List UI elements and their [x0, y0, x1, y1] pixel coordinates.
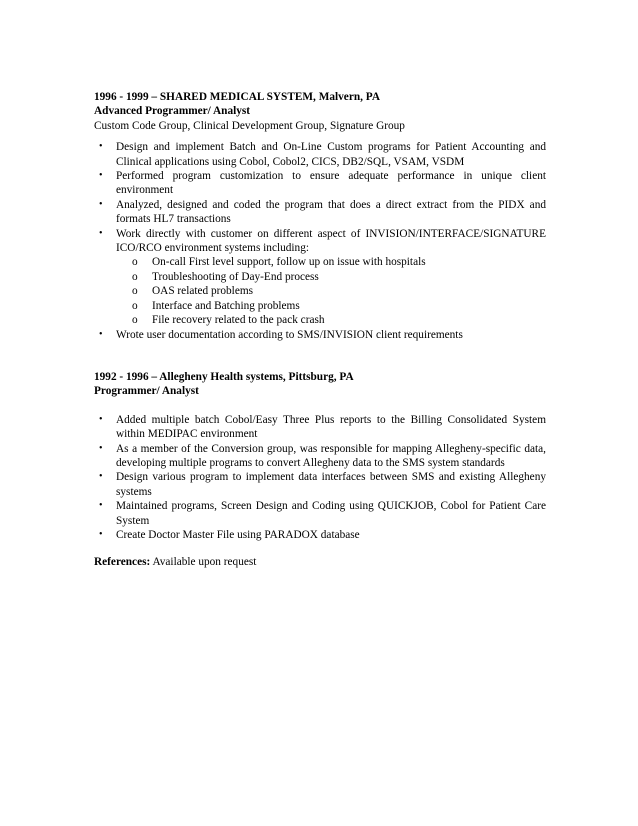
- job-role-allegheny: Programmer/ Analyst: [94, 385, 199, 398]
- sub-bullet-text: File recovery related to the pack crash: [152, 314, 325, 327]
- circle-bullet-icon: o: [132, 256, 138, 269]
- sub-list-item: [116, 313, 546, 327]
- spacer: [94, 542, 546, 555]
- bullet-icon: •: [99, 141, 103, 153]
- job-role-sms: Advanced Programmer/ Analyst: [94, 105, 251, 118]
- sub-bullet-list: [116, 255, 546, 327]
- bullet-icon: •: [99, 328, 103, 340]
- job-groups-sms: Custom Code Group, Clinical Development Group, Signature Group: [94, 119, 405, 132]
- list-item: [94, 227, 546, 328]
- sub-list-item: [116, 299, 546, 313]
- resume-page: [94, 90, 546, 570]
- sub-bullet-text: OAS related problems: [152, 285, 254, 298]
- list-item: [94, 198, 546, 227]
- bullet-text: As a member of the Conversion group, was responsible for mapping Allegheny-specific data, developing multiple programs to convert Allegheny data to the SMS system standards: [116, 442, 546, 469]
- bullet-icon: •: [99, 413, 103, 425]
- sub-list-item: [116, 284, 546, 298]
- list-item: [94, 528, 546, 542]
- job-title-allegheny: 1992 - 1996 – Allegheny Health systems, Pittsburg, PA: [94, 370, 354, 383]
- bullet-text: Performed program customization to ensure adequate performance in unique client environment: [116, 170, 546, 197]
- list-item: [94, 140, 546, 169]
- spacer: [94, 133, 546, 140]
- bullet-text: Wrote user documentation according to SMS/INVISION client requirements: [116, 328, 463, 341]
- job-title-sms: 1996 - 1999 – SHARED MEDICAL SYSTEM, Malvern, PA: [94, 91, 380, 103]
- bullet-icon: •: [99, 227, 103, 239]
- bullet-text: Design and implement Batch and On-Line Custom programs for Patient Accounting and Clinical applications using Cobol, Cobol2, CICS, DB2/SQL, VSAM, VSDM: [116, 141, 546, 168]
- bullet-text: Analyzed, designed and coded the program that does a direct extract from the PIDX and formats HL7 transactions: [116, 198, 546, 226]
- bullet-icon: •: [99, 198, 103, 210]
- bullet-icon: •: [99, 471, 103, 483]
- list-item: [94, 499, 546, 528]
- sub-list-item: [116, 255, 546, 269]
- bullet-text: Create Doctor Master File using PARADOX database: [116, 528, 360, 541]
- bullet-list-sms: [94, 140, 546, 342]
- bullet-icon: •: [99, 170, 103, 182]
- references-line: [94, 555, 546, 569]
- section-allegheny: [94, 370, 546, 542]
- circle-bullet-icon: o: [132, 299, 138, 312]
- list-item: [94, 442, 546, 471]
- bullet-icon: •: [99, 500, 103, 512]
- bullet-list-allegheny: [94, 413, 546, 543]
- sub-bullet-text: Interface and Batching problems: [152, 299, 300, 312]
- circle-bullet-icon: o: [132, 270, 138, 283]
- circle-bullet-icon: o: [132, 285, 138, 298]
- bullet-icon: •: [99, 528, 103, 540]
- bullet-text: Design various program to implement data interfaces between SMS and existing Allegheny systems: [116, 471, 546, 498]
- spacer: [94, 399, 546, 413]
- spacer: [94, 342, 546, 370]
- sub-bullet-text: On-call First level support, follow up on issue with hospitals: [152, 256, 426, 269]
- bullet-text: Added multiple batch Cobol/Easy Three Plus reports to the Billing Consolidated System within MEDIPAC environment: [116, 413, 546, 441]
- references-label: References:: [94, 556, 151, 569]
- sub-list-item: [116, 270, 546, 284]
- list-item: [94, 328, 546, 342]
- circle-bullet-icon: o: [132, 314, 138, 327]
- references-text: Available upon request: [150, 556, 257, 569]
- bullet-text: Maintained programs, Screen Design and Coding using QUICKJOB, Cobol for Patient Care System: [116, 500, 546, 527]
- section-sms: [94, 90, 546, 342]
- list-item: [94, 413, 546, 442]
- sub-bullet-text: Troubleshooting of Day-End process: [152, 270, 319, 283]
- list-item: [94, 169, 546, 198]
- bullet-text: Work directly with customer on different aspect of INVISION/INTERFACE/SIGNATURE ICO/RCO environment systems including:: [116, 227, 546, 255]
- bullet-icon: •: [99, 442, 103, 454]
- list-item: [94, 470, 546, 499]
